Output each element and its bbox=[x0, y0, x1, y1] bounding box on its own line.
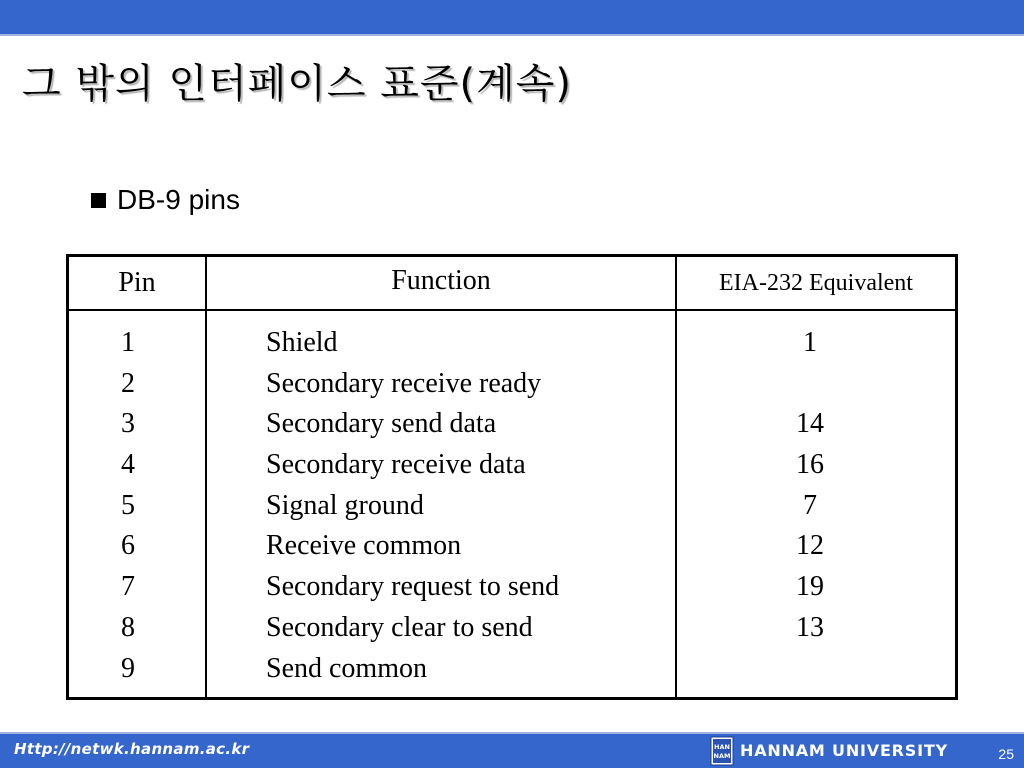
function-column bbox=[266, 323, 666, 689]
eia-cell: 7 bbox=[803, 489, 817, 521]
bullet-item bbox=[90, 184, 240, 216]
slide-title: 그 밖의 인터페이스 표준(계속) bbox=[22, 61, 573, 107]
eia-cell: 14 bbox=[796, 408, 824, 440]
function-cell: Secondary receive ready bbox=[266, 367, 542, 399]
function-cell: Secondary receive data bbox=[266, 449, 526, 481]
pin-cell: 4 bbox=[121, 449, 135, 481]
function-cell: Secondary send data bbox=[266, 408, 497, 440]
pin-cell: 9 bbox=[121, 652, 135, 684]
header-eia-equivalent: EIA-232 Equivalent bbox=[719, 269, 913, 296]
function-cell: Secondary clear to send bbox=[266, 611, 533, 643]
table-header-row bbox=[69, 257, 955, 311]
header-bar bbox=[0, 0, 1024, 34]
eia-cell: 16 bbox=[796, 449, 824, 481]
header-function: Function bbox=[391, 265, 491, 296]
pin-cell: 7 bbox=[121, 571, 135, 603]
pin-cell: 6 bbox=[121, 530, 135, 562]
column-divider bbox=[205, 257, 207, 697]
bullet-text: DB-9 pins bbox=[117, 184, 240, 215]
logo-text-bottom: NAM bbox=[713, 752, 731, 760]
square-bullet-icon bbox=[91, 193, 106, 208]
function-cell: Receive common bbox=[266, 530, 462, 562]
eia-cell: 1 bbox=[803, 327, 817, 358]
eia-cell: 19 bbox=[796, 571, 824, 603]
pin-cell: 1 bbox=[121, 327, 135, 358]
logo-text-top: HAN bbox=[714, 743, 730, 751]
pin-cell: 5 bbox=[121, 489, 135, 521]
header-bar-highlight bbox=[0, 34, 1024, 36]
page-number: 25 bbox=[998, 746, 1014, 762]
function-cell: Send common bbox=[266, 652, 427, 684]
eia-column bbox=[677, 323, 943, 689]
function-cell: Shield bbox=[266, 327, 338, 358]
pin-column bbox=[69, 323, 187, 689]
eia-cell bbox=[677, 649, 943, 690]
pin-cell: 2 bbox=[121, 367, 135, 399]
eia-cell bbox=[677, 364, 943, 405]
eia-cell: 12 bbox=[796, 530, 824, 562]
function-cell: Secondary request to send bbox=[266, 571, 560, 603]
hannam-logo-icon bbox=[710, 736, 734, 766]
pin-cell: 8 bbox=[121, 611, 135, 643]
header-pin: Pin bbox=[118, 267, 156, 298]
eia-cell: 13 bbox=[796, 611, 824, 643]
db9-pin-table bbox=[66, 254, 958, 700]
footer-url-link[interactable]: Http://netwk.hannam.ac.kr bbox=[14, 740, 250, 758]
university-name: HANNAM UNIVERSITY bbox=[740, 741, 948, 760]
function-cell: Signal ground bbox=[266, 489, 424, 521]
pin-cell: 3 bbox=[121, 408, 135, 440]
